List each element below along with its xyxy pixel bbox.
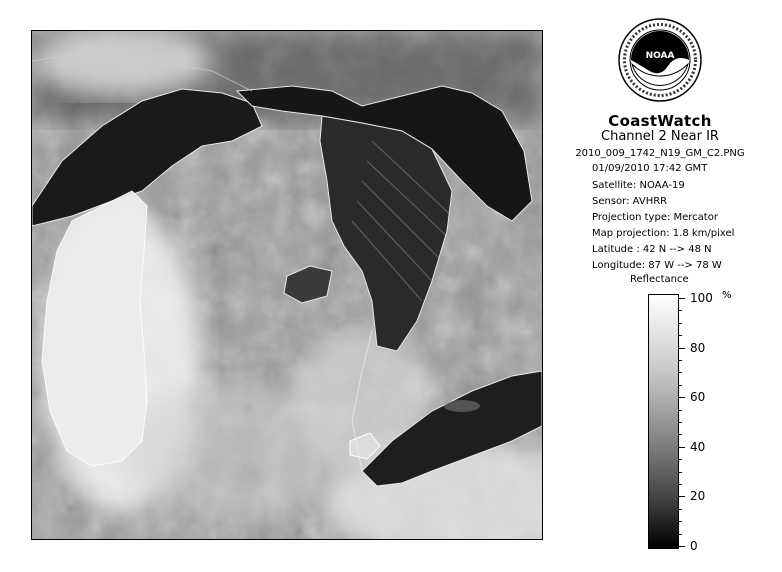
colorbar-minor-tick <box>679 434 682 435</box>
colorbar-minor-tick <box>679 509 682 510</box>
filename-label: 2010_009_1742_N19_GM_C2.PNG <box>575 148 745 159</box>
colorbar-tick <box>679 397 685 398</box>
satellite-label: Satellite: NOAA-19 <box>592 180 685 191</box>
noaa-logo-icon <box>618 18 702 102</box>
noaa-logo-text: NOAA <box>645 51 675 61</box>
datetime-label: 01/09/2010 17:42 GMT <box>592 163 708 174</box>
longitude-label: Longitude: 87 W --> 78 W <box>592 260 722 271</box>
colorbar-minor-tick <box>679 410 682 411</box>
colorbar-tick <box>679 348 685 349</box>
snow-michigan-south <box>122 381 342 521</box>
colorbar-minor-tick <box>679 422 682 423</box>
colorbar-minor-tick <box>679 310 682 311</box>
sensor-label: Sensor: AVHRR <box>592 196 668 207</box>
colorbar-minor-tick <box>679 335 682 336</box>
colorbar-tick <box>679 447 685 448</box>
page-title: CoastWatch <box>608 112 712 130</box>
channel-label: Channel 2 Near IR <box>601 129 719 144</box>
latitude-label: Latitude : 42 N --> 48 N <box>592 244 712 255</box>
colorbar-tick-label: 60 <box>690 390 706 405</box>
colorbar-tick-label: 40 <box>690 439 706 454</box>
colorbar-tick-label: 20 <box>690 489 706 504</box>
colorbar-minor-tick <box>679 472 682 473</box>
projection-type-label: Projection type: Mercator <box>592 212 718 223</box>
colorbar-tick <box>679 496 685 497</box>
colorbar <box>648 294 679 549</box>
colorbar-minor-tick <box>679 459 682 460</box>
colorbar-minor-tick <box>679 323 682 324</box>
satellite-image-canvas <box>32 31 542 539</box>
colorbar-minor-tick <box>679 385 682 386</box>
colorbar-minor-tick <box>679 521 682 522</box>
colorbar-tick <box>679 546 685 547</box>
colorbar-minor-tick <box>679 534 682 535</box>
colorbar-minor-tick <box>679 372 682 373</box>
lake-erie-ice <box>444 400 480 412</box>
colorbar-tick-label: 80 <box>690 340 706 355</box>
colorbar-minor-tick <box>679 360 682 361</box>
colorbar-tick <box>679 298 685 299</box>
colorbar-minor-tick <box>679 484 682 485</box>
colorbar-title: Reflectance <box>630 274 689 285</box>
satellite-image <box>31 30 543 540</box>
map-projection-label: Map projection: 1.8 km/pixel <box>592 228 735 239</box>
colorbar-tick-label: 0 <box>690 539 698 553</box>
colorbar-unit: % <box>722 290 732 301</box>
colorbar-tick-label: 100 <box>690 291 713 305</box>
